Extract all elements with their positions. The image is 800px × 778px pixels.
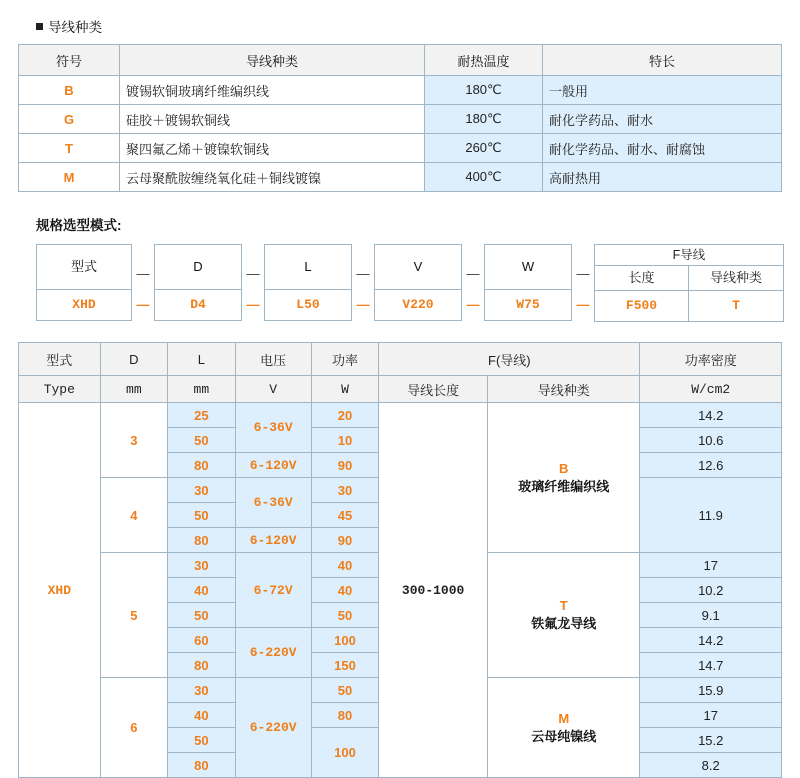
spec-cell-density: 14.2 (640, 403, 782, 428)
spec-cell-d: 5 (100, 553, 167, 678)
builder-block-type-value: XHD (37, 289, 131, 320)
spec-cell-power: 100 (311, 628, 378, 653)
builder-block-f-length-label: 长度 (628, 270, 655, 285)
builder-block-type (36, 244, 132, 321)
spec-cell-density: 10.2 (640, 578, 782, 603)
builder-block-f-kind (689, 265, 784, 322)
spec-cell-d: 6 (100, 678, 167, 778)
builder-dash-bottom: — (356, 297, 370, 312)
cell-symbol: G (19, 105, 120, 134)
spec-header-power-density: 功率密度 (640, 343, 782, 376)
spec-header-type: 型式 (19, 343, 101, 376)
builder-dash-top: — (576, 266, 590, 281)
specification-table (18, 342, 782, 778)
spec-cell-d: 4 (100, 478, 167, 553)
spec-cell-density: 14.7 (640, 653, 782, 678)
spec-header-voltage: 电压 (235, 343, 311, 376)
wire-kind-name: 玻璃纤维编织线 (518, 478, 610, 494)
cell-kind: 聚四氟乙烯＋镀镍软铜线 (120, 134, 425, 163)
cell-kind: 镀锡软铜玻璃纤维编织线 (120, 76, 425, 105)
spec-cell-density: 8.2 (640, 753, 782, 778)
spec-cell-power: 30 (311, 478, 378, 503)
spec-cell-voltage: 6-72V (235, 553, 311, 628)
wire-kind-mark: M (558, 710, 570, 726)
spec-cell-l: 80 (168, 528, 235, 553)
spec-cell-l: 30 (168, 678, 235, 703)
builder-block-w-label: W (521, 259, 535, 274)
cell-feature: 高耐热用 (543, 163, 782, 192)
cell-temp: 400℃ (425, 163, 543, 192)
spec-cell-density: 17 (640, 553, 782, 578)
builder-block-f-group (594, 244, 784, 322)
builder-block-type-label: 型式 (70, 259, 97, 274)
wire-kind-name: 铁氟龙导线 (531, 616, 597, 631)
builder-dash (352, 244, 374, 320)
spec-cell-voltage: 6-220V (235, 678, 311, 778)
spec-cell-l: 80 (168, 453, 235, 478)
spec-cell-power: 45 (311, 503, 378, 528)
cell-symbol: B (19, 76, 120, 105)
spec-subheader-density-unit: W/cm2 (640, 376, 782, 403)
spec-cell-power: 40 (311, 578, 378, 603)
builder-block-v (374, 244, 462, 321)
spec-subheader-v-unit: V (235, 376, 311, 403)
spec-cell-l: 40 (168, 703, 235, 728)
cell-kind: 云母聚酰胺缠绕氧化硅＋铜线镀镍 (120, 163, 425, 192)
builder-dash-top: — (136, 266, 150, 281)
spec-header-f-wire: F(导线) (379, 343, 640, 376)
builder-block-f-length (594, 265, 689, 322)
spec-cell-l: 30 (168, 478, 235, 503)
builder-dash (572, 244, 594, 320)
cell-feature: 耐化学药品、耐水 (543, 105, 782, 134)
wire-kind-mark: T (559, 598, 568, 613)
builder-title: 规格选型模式: (36, 218, 122, 233)
builder-block-l (264, 244, 352, 321)
builder-block-f-kind-label: 导线种类 (709, 270, 762, 285)
spec-cell-voltage: 6-36V (235, 403, 311, 453)
table-header-row (19, 45, 782, 76)
spec-header-power: 功率 (311, 343, 378, 376)
spec-cell-wire-length: 300-1000 (379, 403, 488, 778)
table-row (19, 163, 782, 192)
header-kind: 导线种类 (120, 45, 425, 76)
spec-cell-l: 60 (168, 628, 235, 653)
spec-subheader-type: Type (19, 376, 101, 403)
spec-cell-power: 90 (311, 528, 378, 553)
spec-cell-power: 20 (311, 403, 378, 428)
table-row (19, 105, 782, 134)
spec-cell-density: 10.6 (640, 428, 782, 453)
spec-cell-type: XHD (19, 403, 101, 778)
spec-cell-power: 50 (311, 603, 378, 628)
header-temp: 耐热温度 (425, 45, 543, 76)
cell-feature: 耐化学药品、耐水、耐腐蚀 (543, 134, 782, 163)
spec-cell-density: 11.9 (640, 478, 782, 553)
spec-subheader-wire-kind: 导线种类 (488, 376, 640, 403)
builder-dash (462, 244, 484, 320)
cell-kind: 硅胶＋镀锡软铜线 (120, 105, 425, 134)
builder-dash-top: — (356, 266, 370, 281)
wire-kind-name: 云母纯镍线 (531, 728, 597, 744)
builder-f-group-row (594, 265, 784, 322)
spec-cell-power: 90 (311, 453, 378, 478)
spec-cell-density: 12.6 (640, 453, 782, 478)
spec-cell-power: 100 (311, 728, 378, 778)
builder-block-d-label: D (193, 259, 203, 274)
builder-block-w (484, 244, 572, 321)
builder-block-f-length-value: F500 (595, 290, 688, 321)
spec-cell-power: 50 (311, 678, 378, 703)
builder-block-w-value: W75 (485, 289, 571, 320)
spec-cell-l: 40 (168, 578, 235, 603)
cell-feature: 一般用 (543, 76, 782, 105)
spec-cell-l: 50 (168, 603, 235, 628)
section-title-label: 导线种类 (48, 20, 102, 35)
wire-kind-mark: B (559, 460, 569, 476)
builder-block-d (154, 244, 242, 321)
table-row (19, 134, 782, 163)
spec-cell-voltage: 6-220V (235, 628, 311, 678)
spec-cell-wire-kind-t (488, 553, 640, 678)
cell-temp: 180℃ (425, 76, 543, 105)
spec-header-row-1 (19, 343, 782, 376)
builder-block-l-label: L (304, 259, 312, 274)
builder-block-d-value: D4 (155, 289, 241, 320)
builder-dash-top: — (246, 266, 260, 281)
builder-block-v-label: V (413, 259, 423, 274)
cell-symbol: M (19, 163, 120, 192)
square-bullet-icon (36, 23, 43, 30)
spec-cell-density: 17 (640, 703, 782, 728)
spec-cell-l: 80 (168, 753, 235, 778)
cell-symbol: T (19, 134, 120, 163)
spec-cell-voltage: 6-120V (235, 453, 311, 478)
header-feature: 特长 (543, 45, 782, 76)
spec-cell-wire-kind-b (488, 403, 640, 553)
table-row (19, 76, 782, 105)
spec-cell-power: 80 (311, 703, 378, 728)
builder-block-l-value: L50 (265, 289, 351, 320)
builder-dash-bottom: — (576, 297, 590, 312)
spec-subheader-d-unit: mm (100, 376, 167, 403)
builder-block-v-value: V220 (375, 289, 461, 320)
spec-cell-l: 50 (168, 503, 235, 528)
spec-cell-power: 10 (311, 428, 378, 453)
builder-f-group-header: F导线 (594, 244, 784, 265)
spec-subheader-l-unit: mm (168, 376, 235, 403)
builder-dash-bottom: — (246, 297, 260, 312)
model-code-builder (36, 244, 786, 322)
spec-cell-voltage: 6-36V (235, 478, 311, 528)
section-title (36, 16, 786, 36)
spec-header-row-2 (19, 376, 782, 403)
spec-header-l: L (168, 343, 235, 376)
builder-dash (242, 244, 264, 320)
spec-cell-l: 25 (168, 403, 235, 428)
spec-cell-density: 15.9 (640, 678, 782, 703)
builder-dash (132, 244, 154, 320)
spec-cell-l: 50 (168, 428, 235, 453)
spec-header-d: D (100, 343, 167, 376)
spec-cell-l: 50 (168, 728, 235, 753)
cell-temp: 180℃ (425, 105, 543, 134)
wire-kinds-table (18, 44, 782, 192)
spec-subheader-w-unit: W (311, 376, 378, 403)
table-row (19, 403, 782, 428)
builder-dash-bottom: — (136, 297, 150, 312)
builder-dash-bottom: — (466, 297, 480, 312)
spec-cell-d: 3 (100, 403, 167, 478)
header-symbol: 符号 (19, 45, 120, 76)
cell-temp: 260℃ (425, 134, 543, 163)
spec-cell-power: 40 (311, 553, 378, 578)
spec-cell-wire-kind-m (488, 678, 640, 778)
builder-block-f-kind-value: T (689, 290, 783, 321)
spec-cell-voltage: 6-120V (235, 528, 311, 553)
spec-cell-density: 15.2 (640, 728, 782, 753)
spec-cell-l: 80 (168, 653, 235, 678)
builder-dash-top: — (466, 266, 480, 281)
spec-cell-power: 150 (311, 653, 378, 678)
spec-subheader-wire-length: 导线长度 (379, 376, 488, 403)
spec-cell-density: 14.2 (640, 628, 782, 653)
spec-cell-l: 30 (168, 553, 235, 578)
spec-cell-density: 9.1 (640, 603, 782, 628)
